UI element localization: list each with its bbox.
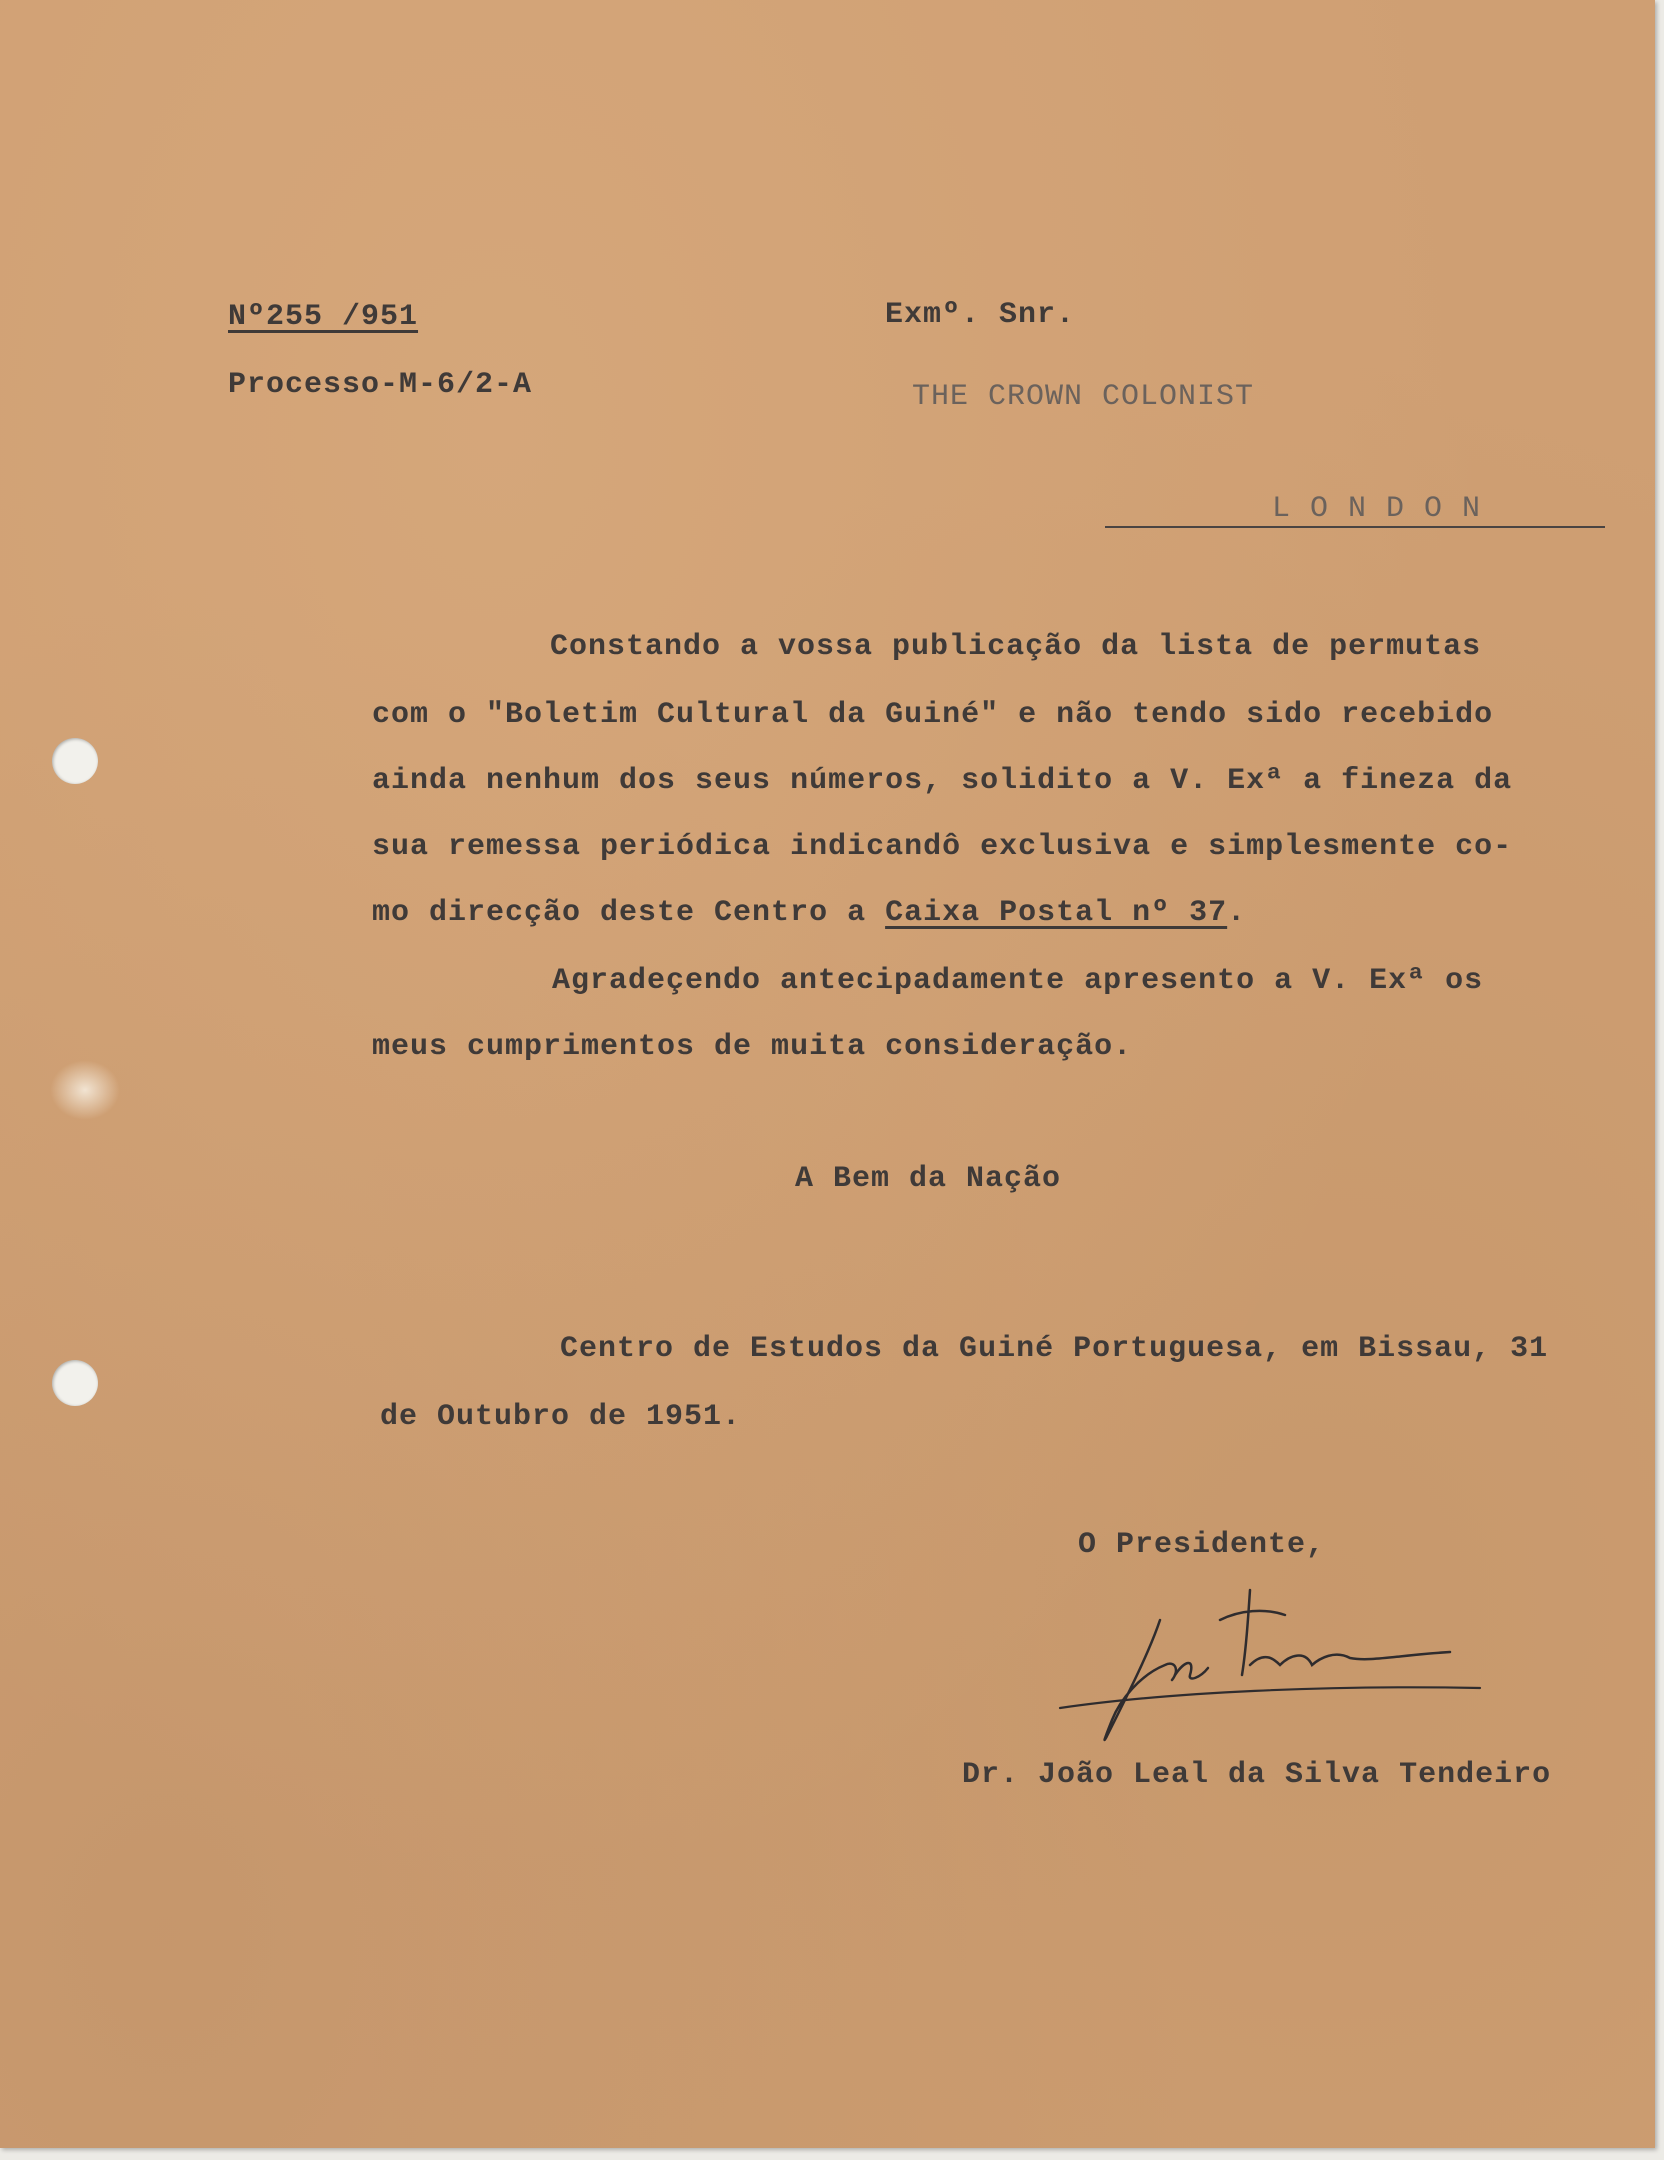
- recipient-city: L O N D O N: [1272, 492, 1482, 526]
- body-line-3: ainda nenhum dos seus números, solidito a V. Exª a fineza da: [372, 764, 1513, 798]
- process-reference: Processo-M-6/2-A: [228, 368, 533, 402]
- recipient-name: THE CROWN COLONIST: [912, 380, 1255, 414]
- body-line-1: Constando a vossa publicação da lista de permutas: [550, 630, 1482, 664]
- body-line-4: sua remessa periódica indicandô exclusiva e simplesmente co-: [372, 830, 1513, 864]
- closing-motto: A Bem da Nação: [795, 1162, 1062, 1196]
- body-line-7: meus cumprimentos de muita consideração.: [372, 1030, 1133, 1064]
- body-line-5-text: mo direcção deste Centro a: [372, 896, 886, 930]
- period: .: [1227, 896, 1247, 930]
- place-date-line-2: de Outubro de 1951.: [380, 1400, 742, 1434]
- body-line-6: Agradeçendo antecipadamente apresento a V. Exª os: [552, 964, 1484, 998]
- punch-hole-top: [52, 738, 98, 784]
- postal-address: Caixa Postal nº 37: [885, 896, 1228, 930]
- handwritten-signature: [1050, 1580, 1490, 1760]
- place-date-line-1: Centro de Estudos da Guiné Portuguesa, em Bissau, 31: [560, 1332, 1549, 1366]
- body-line-2: com o "Boletim Cultural da Guiné" e não tendo sido recebido: [372, 698, 1494, 732]
- signatory-name: Dr. João Leal da Silva Tendeiro: [962, 1758, 1552, 1792]
- city-underline: [1105, 526, 1605, 528]
- paper-tear: [50, 1060, 120, 1120]
- signatory-title: O Presidente,: [1078, 1528, 1326, 1562]
- recipient-salutation: Exmº. Snr.: [885, 298, 1076, 332]
- punch-hole-bottom: [52, 1360, 98, 1406]
- body-line-5: [372, 896, 1246, 930]
- reference-number: Nº255 /951: [228, 300, 419, 334]
